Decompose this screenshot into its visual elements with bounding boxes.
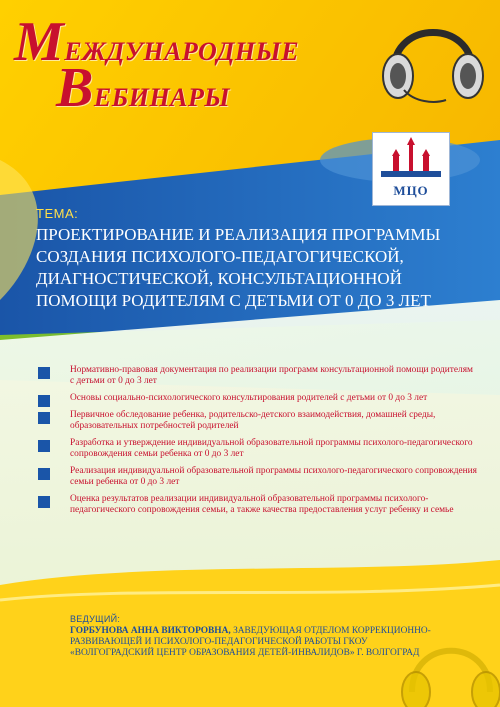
square-bullet-icon [38,395,50,407]
topic-text: Разработка и утверждение индивидуальной образовательной программы психолого-педагогического сопровождения семьи ребенка от 0 до 3 лет [70,438,473,459]
logo-text: МЦО [393,183,429,198]
kremlin-icon [373,133,449,183]
title-initial-m: М [14,11,65,73]
topic-text: Оценка результатов реализации индивидуальной образовательной программы психолого-педагогического сопровождения семьи, а также качества предоставления услуг ребенку и семье [70,494,454,515]
title-rest-1: ЕЖДУНАРОДНЫЕ [64,37,300,66]
headphones-icon [374,0,492,110]
topic-item [38,393,478,404]
mco-logo [372,132,450,206]
title-initial-v: В [56,57,94,119]
topic-text: Реализация индивидуальной образовательной программы психолого-педагогического сопровождения семьи ребенка от 0 до 3 лет [70,466,477,487]
lead-text [70,626,450,659]
square-bullet-icon [38,496,50,508]
square-bullet-icon [38,468,50,480]
lead-name: ГОРБУНОВА АННА ВИКТОРОВНА, [70,626,231,636]
topic-item [38,466,478,488]
topics-list [38,365,478,522]
title-rest-2: ЕБИНАРЫ [93,83,231,112]
topic-item [38,410,478,432]
lead-details: ЗАВЕДУЮЩАЯ ОТДЕЛОМ КОРРЕКЦИОННО-РАЗВИВАЮЩЕЙ И ПСИХОЛОГО-ПЕДАГОГИЧЕСКОЙ РАБОТЫ ГКОУ «ВОЛГОГРАДСКИЙ ЦЕНТР ОБРАЗОВАНИЯ ДЕТЕЙ-ИНВАЛИДОВ» Г. ВОЛГОГРАД [70,626,431,658]
topic-item [38,494,478,516]
lead-label: ВЕДУЩИЙ: [70,614,121,624]
topic-item [38,438,478,460]
topic-text: Нормативно-правовая документация по реализации программ консультационной помощи родителям с детьми от 0 до 3 лет [70,365,473,386]
poster-title [10,11,310,119]
square-bullet-icon [38,440,50,452]
topic-item [38,365,478,387]
square-bullet-icon [38,412,50,424]
topic-text: Основы социально-психологического консультирования родителей с детьми от 0 до 3 лет [70,393,428,403]
square-bullet-icon [38,367,50,379]
theme-text: ПРОЕКТИРОВАНИЕ И РЕАЛИЗАЦИЯ ПРОГРАММЫ СОЗДАНИЯ ПСИХОЛОГО-ПЕДАГОГИЧЕСКОЙ, ДИАГНОСТИЧЕСКОЙ, КОНСУЛЬТАЦИОННОЙ ПОМОЩИ РОДИТЕЛЯМ С ДЕТЬМИ ОТ 0 ДО 3 ЛЕТ [36,225,441,310]
topic-text: Первичное обследование ребенка, родительско-детского взаимодействия, домашней среды, образовательных потребностей родителей [70,410,436,431]
theme-label: ТЕМА: [36,206,79,221]
